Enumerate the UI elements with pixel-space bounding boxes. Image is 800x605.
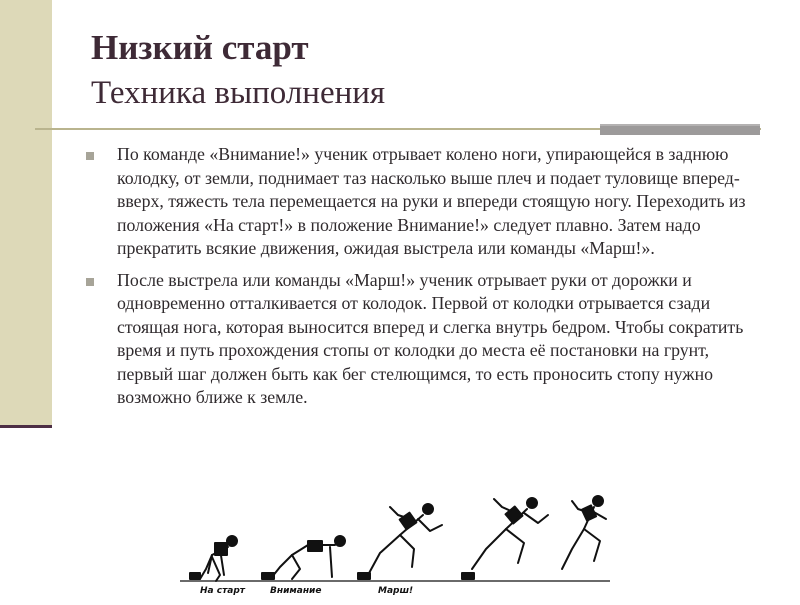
title-block — [91, 26, 771, 115]
slide-title: Низкий старт — [91, 28, 309, 67]
runner-set-icon — [262, 536, 345, 579]
figure-label-go: Марш! — [378, 586, 414, 596]
square-bullet-icon — [86, 152, 94, 160]
figure-label-set: Внимание — [270, 586, 322, 596]
title-divider-accent — [600, 124, 760, 135]
runner-drive-icon — [462, 498, 548, 579]
slide-subtitle: Техника выполнения — [91, 75, 386, 111]
bullet-text: По команде «Внимание!» ученик отрывает колено ноги, упирающейся в заднюю колодку, от земли, поднимает таз насколько выше плеч и подает туловище вперед-вверх, тяжесть тела перемещается на руки и впереди стоящую ногу. Переходить из положения «На старт!» в положение Внимание!» следует плавно. Затем надо прекратить всякие движения, ожидая выстрела или команды «Марш!». — [117, 144, 746, 258]
bullet-list — [86, 143, 766, 418]
bullet-item — [86, 143, 766, 261]
sprint-start-illustration — [180, 485, 610, 600]
sidebar-edge-line — [0, 425, 52, 428]
bullet-item — [86, 269, 766, 410]
decorative-sidebar — [0, 0, 52, 425]
square-bullet-icon — [86, 278, 94, 286]
runner-push-off-icon — [358, 504, 442, 579]
bullet-text: После выстрела или команды «Марш!» ученик отрывает руки от дорожки и одновременно отталкивается от колодок. Первой от колодки отрывается сзади стоящая нога, которая выносится вперед и слегка внутрь бедром. Чтобы сократить время и путь прохождения стопы от колодки до места её постановки на грунт, первый шаг должен быть как бег стелющимся, то есть проносить стопу нужно возможно ближе к земле. — [117, 269, 744, 407]
runner-sprint-icon — [562, 496, 606, 569]
sprint-start-figure — [180, 485, 610, 600]
runner-on-marks-icon — [190, 536, 237, 581]
figure-label-on-marks: На старт — [200, 586, 246, 596]
